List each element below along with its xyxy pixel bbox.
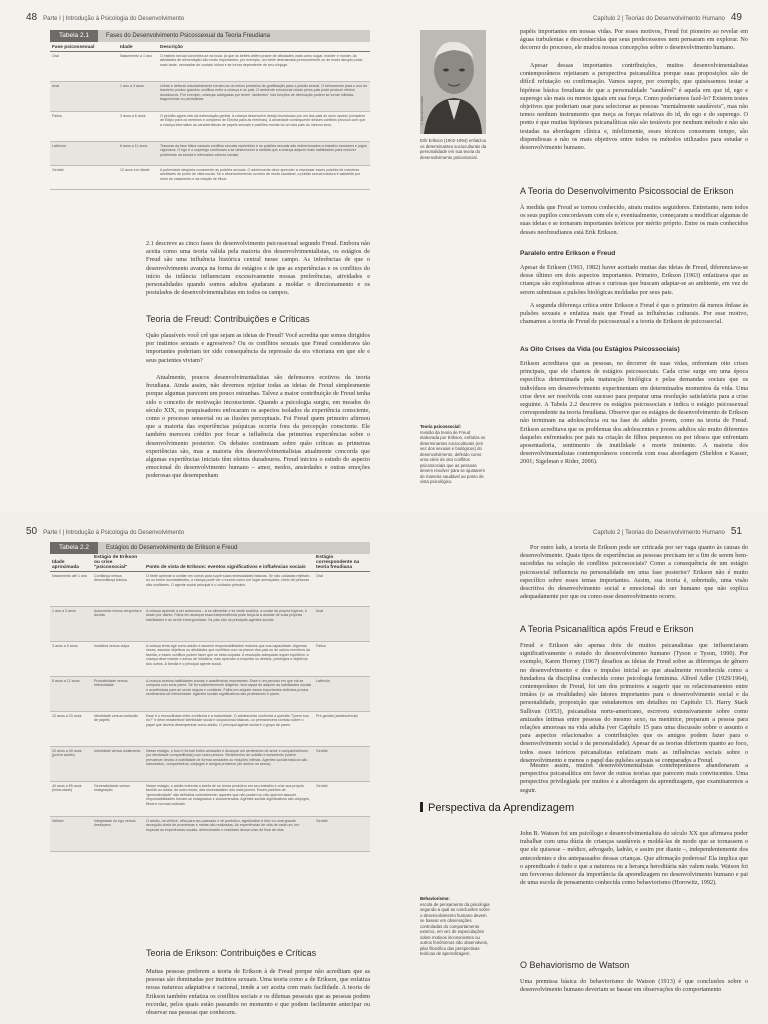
table-2-2 [50, 554, 370, 852]
glossary-note [420, 896, 490, 957]
column-header: Idade aproximada [50, 554, 92, 572]
table-row: Oral Nascimento a 1 ano O instinto sexual concentra-se na boca, já que os bebês obtêm prazer de atividades orais como sugar, morder e morder. As atividades de alimentação são muito importantes; por exemplo, um bebê desmamado precocemente ou de modo abrupto pode, mais tarde, necessitar de contato íntimo e se tornar dependente de seu cônjuge. [50, 52, 370, 82]
table-2-1-header [50, 30, 370, 42]
page-48 [0, 0, 384, 512]
paragraph: Atualmente, poucos desenvolvimentalistas são defensores ecetivos da teoria freudiana. Ainda assim, não devemos rejeitar todas as ideias de Freud simplesmente porque algumas parecem um pouco estranhas. Talvez a maior contribuição de Freud tenha sido o conceito de motivação inconsciente. Quando a psicologia surgiu, em meados do século XIX, os pesquisadores enfocaram os aspectos isolados da experiência consciente, como o processo sensorial ou as ilusões perceptuais. Foi Freud quem primeiro afirmou que a maioria das experiências psíquicas ocorria fora da percepção consciente. Ele também mereceu crédito por focar a influência das primeiras experiências sobre o desenvolvimento posterior. Os debates continuam sobre quão críticas as primeiras experiências são, mas a maioria dos desenvolvimentalistas atualmente concorda que algumas experiências iniciais têm efeitos duradouros. Freud iniciou o estudo do aspecto emocional do desenvolvimento humano – amor, medos, ansiedades e outras emoções poderosas que desempenham [146, 374, 370, 480]
paragraph: À medida que Freud se tornou conhecido, atraiu muitos seguidores. Entretanto, nem todos os seus pupilos concordavam com ele e, eventualmente, começaram a modificar algumas de suas ideias e se tornaram importantes teóricos por mérito próprio. Entre os mais conhecidos desses neofreudianos está Erik Erikson. [520, 204, 748, 236]
intro-paragraph: 2.1 descreve as cinco fases do desenvolvimento psicossexual segundo Freud. Embora não aceita como uma teoria válida pela maioria dos desenvolvimentalistas, os estágios de Freud são uma influência histórica central nesse campo. As inferências de que o desenvolvimento avança na forma de estágios e de que as experiências e os conflitos do início da infância influenciam excessivamente nossas preferências, atividades e personalidades quando somos adultos ajudaram a moldar o direcionamento e os postulados de desenvolvimentalistas em todos os campos. [146, 240, 370, 297]
page-number: 48 [26, 12, 38, 23]
paragraph: Erikson acreditava que as pessoas, no decorrer de suas vidas, enfrentam oito crises principais, que ele chamou de estágios psicossociais. Cada crise surge em uma época específica determinada pela maturação biológica e pelas demandas sociais que os indivíduos em desenvolvimento experimentam em determinados momentos da vida. Uma crise deve ser resolvida com sucesso para preparar uma resolução satisfatória para a crise seguinte. A Tabela 2.2 descreve os estágios psicossociais e indica o estágio psicossexual correspondente na teoria freudiana. Observe que os estágios de desenvolvimento de Erikson não terminam na adolescência ou na fase de adulto jovem, como na teoria de Freud. Erikson acreditava que os problemas dos adolescentes e jovens adultos são muito diferentes daqueles enfrentados por pais na criação de filhos pequenos ou por idosos que enfrentam aposentadoria, sentimento de inutilidade e morte iminente. A maioria dos desenvolvimentalistas contemporâneos concorda com essa abordagem (Sheldon e Kasser, 2001; Sigelman e Rider, 2006). [520, 360, 748, 466]
photo-credit: © Bettmann/CORBIS [420, 95, 424, 126]
table-row: 1 ano a 3 anos Autonomia versus vergonha e dúvida A criança aprende a ser autônoma – a se alimentar e se vestir sozinha, a cuidar da própria higiene, e assim por diante. Falha em alcançar essa independência pode forçá-la a duvidar de suas próprias habilidades e se sentir envergonhada. Os pais são os principais agentes sociais. Anal [50, 607, 370, 642]
page-49 [384, 0, 768, 512]
running-head: 48 Parte I | Introdução à Psicologia do Desenvolvimento [26, 12, 185, 23]
table-row: Nascimento até 1 ano Confiança versus desconfiança básica O bebê aprende a confiar em outros para suprir suas necessidades básicas. Se não cuidadas rejeitam-no ou forem inconsistentes, a criança pode ver o mundo como um lugar ameaçador, cheio de pessoas não confiáveis. O agente social principal é o cuidador primário. Oral [50, 572, 370, 607]
table-row: 3 anos a 6 anos Iniciativa versus culpa A criança tenta agir como adulto e assumir responsabilidades maiores que sua capacidade. Algumas vezes, assume objetivos ou atividades que conflitam com os planos dos pais ou de outros membros da família, e esses conflitos podem fazer que se sinta culpada. A resolução adequada requer equilíbrio: a criança deve manter o senso de iniciativa, mas aprender a respeitar os direitos, privilégios e objetivos dos outros. A família é o principal agente social. Fálica [50, 642, 370, 677]
page-51 [384, 512, 768, 1024]
column-header: Idade [118, 44, 158, 52]
glossary-definition: escola de pensamento da psicologia segundo a qual as conclusões sobre o desenvolvimento humano devem se basear em observações controladas do comportamento externo, em vez de especulações sobre motivos inconscientes ou outros fenômenos não observáveis, pilar filosófico das perspectivas teóricas de aprendizagem. [420, 901, 490, 956]
table-tag: Tabela 2.2 [50, 542, 98, 554]
paragraph: Freud e Erikson são apenas dois de muitos psicanalistas que influenciaram significativamente o estudo do desenvolvimento humano (Tyson e Tyson, 1990). Por exemplo, Karen Horney (1967) desafiou as ideias de Freud sobre as diferenças de gênero no desenvolvimento e deu o impulso inicial ao que atualmente reconhecida como a fundadora da disciplina conhecida como psicologia feminina. Alfred Adler (1929/1964), contemporâneo de Freud, foi um dos primeiros a sugerir que os relacionamentos entre irmãos (e as rivalidades) são fatores importantes para o desenvolvimento social e da personalidade, proposição que estudaremos em detalhes no Capítulo 13. Harry Stack Sullivan (1953), psicanalista norte-americano, escreveu extensivamente sobre como amizades íntimas entre pessoas do mesmo sexo, na meninice, preparam a pessoa para relações amorosas na vida adulta (ver Capítulo 15 para uma discussão sobre o assunto e para aspectos relacionados a contribuições que os amigos podem fazer para o desenvolvimento social e da personalidade). Apesar de as teorias diferirem quanto ao foco, todos esses teóricos psicanalistas enfatizam mais as influências sociais sobre o desenvolvimento e menos o papel das pulsões sexuais se comparados a Freud. [520, 642, 748, 764]
paragraph: Uma premissa básica do behaviorismo de Watson (1913) é que conclusões sobre o desenvolvimento humano deveriam se basear em observações do comportamento [520, 978, 748, 994]
column-header: Estágio de Erikson ou crise "psicossocial" [92, 554, 144, 572]
table-2-1 [50, 44, 370, 190]
table-row: 40 anos a 65 anos (meia-idade) Generatividade versus estagnação Nesse estágio, o adulto enfrenta a tarefa de se tornar produtivo em seu trabalho e criar sua própria família ou cuidar, de outro modo, das necessidades dos mais jovens. Esses padrões de "generatividade" são definidos culturalmente; aqueles que não podem ou não querem assumir responsabilidades tornam-se estagnados e autocentrados. Agentes sociais significativos são cônjuges, filhos e normas culturais. Genital [50, 782, 370, 817]
paragraph: Muitas pessoas preferem a teoria de Erikson à de Freud porque não acreditam que as pessoas são dominadas por instintos sexuais. Uma teoria como a de Erikson, que enfatiza nossa natureza adaptativa e racional, tende a ser aceita com mais facilidade. A teoria de Erikson também enfatiza os conflitos sociais e os dilemas pessoais que as pessoas podem recordar, pelos quais estão passando no momento e que podem facilmente antecipar ou observar nas pessoas que conhecem. [146, 968, 370, 1017]
running-head: Capítulo 2 | Teorias do Desenvolvimento Humano 51 [593, 526, 742, 537]
table-2-2-header [50, 542, 370, 554]
table-row: Fálica 3 anos a 6 anos O pelotão agora veio da estimulação genital. A criança desenvolve desejo incestuoso por um dos pais do sexo oposto (complexo de Édipo para os meninos e complexo de Electra para as meninas). A ansiedade consequente desses conflitos provoca com que a criança internalize as características de papéis sexuais e padrões morais do um dos pais do mesmo sexo. [50, 112, 370, 142]
section-heading: A Teoria do Desenvolvimento Psicossocial de Erikson [520, 186, 734, 196]
running-head: Capítulo 2 | Teorias do Desenvolvimento Humano 49 [593, 12, 742, 23]
heading-bullet [420, 802, 423, 812]
page-number: 49 [730, 12, 742, 23]
glossary-term: Behaviorismo: [420, 896, 450, 901]
paragraph: Por outro lado, a teoria de Erikson pode ser criticada por ser vaga quanto às causas do desenvolvimento. Quais tipos de experiências as pessoas precisam ter a fim de serem bem-sucedidas na solução de conflitos psicossociais? Como a consequência de um estágio psicossocial influencia na personalidade em uma fase posterior? Erikson não é muito específico sobre esses temas importantes. Assim, sua teoria é, sobretudo, uma visão descritiva do desenvolvimento social e emocional do ser humano que não explica adequadamente por que ou como esse desenvolvimento ocorre. [520, 544, 748, 601]
section-heading: A Teoria Psicanalítica após Freud e Erikson [520, 624, 694, 634]
table-row: Genital 12 anos em diante A puberdade desperta novamente as pulsões sexuais. O adolescente deve aprender a expressar esses pulsões de maneiras aceitáveis do ponto de vista social. Se o desenvolvimento ocorreu de modo saudável, a pulsão sexual madura é satisfeita por meio do casamento e da criação de filhos. [50, 166, 370, 190]
table-tag: Tabela 2.1 [50, 30, 98, 42]
paragraph: A segunda diferença crítica entre Erikson e Freud é que o primeiro dá menos ênfase às pulsões sexuais e enfatiza mais que Freud as influências culturais. Por esse motivo, chamamos a teoria de Freud de psicossexual e a teoria de Erikson de psicossocial. [520, 302, 748, 326]
paragraph: Apesar dessas importantes contribuições, muitos desenvolvimentalistas contemporâneos rejeitaram a perspectiva psicanalítica porque suas proposições são de difícil refutação ou confirmação. Vamos supor, por exemplo, que quiséssemos testar a hipótese básica freudiana de que a personalidade "saudável" é aquela em que id, ego e superego são mais ou menos iguais em sua força. Como poderíamos fazê-lo? Existem testes objetivos que poderiam usar para selecionar as pessoas "mentalmente saudáveis", mas não temos nenhum instrumento que meça as forças relativas do id, do ego e do superego. O ponto é que muitas hipóteses psicanalíticas não são testáveis por nenhum método e não são testadas na abordagem clínica e, infelizmente, esses técnicos consomem tempo, são dispendiosas e não os mais objetivos entre todos os métodos utilizados para estudar o desenvolvimento humano. [520, 62, 748, 152]
page-50 [0, 512, 384, 1024]
column-header: Fase psicossexual [50, 44, 118, 52]
glossary-definition: revisão da teoria de Freud elaborada por Erikson, enfatiza os determinantes socioculturais (em vez dos sexuais e biológicos) do desenvolvimento, definido como uma série de oito conflitos psicossociais que as pessoas devem resolver para se ajustarem de maneira saudável ao ponto de vista psicológico. [420, 429, 486, 484]
table-row: Anal 1 ano a 3 anos Urinar e defecar voluntariamente tornam-se os meios primários de gratificação para o pulsão sexual. O treinamento para o uso do banheiro produz grandes conflitos entre a criança e os pais. O ambiente emocional criado pelos pais pode produzir efeitos duradouros. Por exemplo, crianças castigadas por terem "acidentes" nas funções de eliminação podem se tornar inibidas, bagunceiras ou perdulárias. [50, 82, 370, 112]
table-row: Latência 6 anos a 11 anos Traumas da fase fálica causam conflitos sexuais reprimidos e os pulsões sexuais são redirecionados a trabalho escolares e jogos vigorosos. O ego e o superego continuam a se desenvolver à medida que a criança adquire mais habilidades para resolver problemas na escola e internaliza valores sociais. [50, 142, 370, 166]
table-row: 6 anos a 12 anos Produtividade versus inferioridade A criança domina habilidades sociais e acadêmicas importantes. Esse é um período em que ela se compara com seus pares. Se for suficientemente diligente, terá capaz de adquirir as habilidades sociais e acadêmicas para se sentir segura e confiante. Falha em adquirir esses importantes atributos produz sentimentos de inferioridade. Agentes sociais significativos são professores e pares. Latência [50, 677, 370, 712]
table-row: 20 anos a 40 anos (jovem adulto) Intimidade versus isolamento Nesse estágio, o foco é formar fortes amizades e alcançar um sentimento de amor e companheirismo (ou identidade compartilhada) com outra pessoa. Sentimentos de solidão e isolamento podem prevalecer devido à inabilidade de formar amizades ou relações íntimas. Agentes sociais básicos são namorados, companheiros, cônjuges e amigos próximos (de ambos os sexos). Genital [50, 747, 370, 782]
column-header: Descrição [158, 44, 370, 52]
section-heading: Teoria de Freud: Contribuições e Críticas [146, 314, 310, 324]
glossary-note [420, 424, 490, 485]
column-header: Estágio correspondente na teoria freudiana [314, 554, 370, 572]
table-title: Fases do Desenvolvimento Psicossexual da Teoria Freudiana [106, 33, 270, 39]
portrait-image [420, 30, 486, 134]
table-row: Velhice Integridade do ego versus desespero O adulto, na velhice, olha para seu passado e vê produtivo, significativo e feliz ou uma grande decepção cheia de promessas e metas não realizadas. As experiências de vida de cada um, em especial as experiências sociais, determinarão o resultado dessa crise de final de vida. Genital [50, 817, 370, 852]
paragraph: Quão plausíveis você crê que sejam as ideias de Freud? Você acredita que somos dirigidos por instintos sexuais e agressivos? Ou os conflitos sexuais que Freud considerava tão importantes poderiam ter sido consequência da repressão da era vitoriana em que ele e seus pacientes viviam? [146, 332, 370, 364]
subsection-heading: Paralelo entre Erikson e Freud [520, 250, 616, 257]
page-number: 51 [730, 526, 742, 537]
major-heading: Perspectiva da Aprendizagem [420, 802, 574, 814]
erikson-photo [420, 30, 486, 134]
glossary-term: Teoria psicossocial: [420, 424, 461, 429]
paragraph: Mesmo assim, muitos desenvolvimentalistas contemporâneos abandonaram a perspectiva psicanalítica em favor de outras teorias que parecem mais convincentes. Uma perspectiva privilegiada por muitos é a abordagem da aprendizagem, que examinaremos a seguir. [520, 762, 748, 794]
subsection-heading: As Oito Crises da Vida (ou Estágios Psicossociais) [520, 346, 680, 353]
page-number: 50 [26, 526, 38, 537]
paragraph: John B. Watson foi um psicólogo e desenvolvimentalista do século XX que afirmava poder trabalhar com uma dúzia de crianças saudáveis e moldá-las de modo que se tornassem o que ele quisesse – médico, advogado, ladrão, e assim por diante –, independentemente dos antecedentes e dos antepassados dessas crianças. Que afirmação poderosa! Ela implica que o aprendizado é tudo e que a natureza ou a herança hereditária não valem nada. Watson foi um fervoroso defensor da importância da aprendizagem no desenvolvimento humano e pai de uma escola de pensamento conhecida como behaviorismo (Horowitz, 1992). [520, 830, 748, 887]
section-heading: O Behaviorismo de Watson [520, 960, 630, 970]
photo-caption: Erik Erikson (1902-1994) enfatizou os determinantes socioculturais da personalidade em sua teoria do desenvolvimento psicossocial. [420, 138, 487, 160]
running-head: 50 Parte I | Introdução à Psicologia do Desenvolvimento [26, 526, 185, 537]
column-header: Ponto de vista de Erikson: eventos significativos e influências sociais [144, 554, 314, 572]
paragraph: papéis importantes em nossas vidas. Por esses motivos, Freud foi pioneiro ao revelar em águas turbulentas e desconhecidas que seus predecessores nem pensaram em explorar. No decorrer do processo, ele mudou nossas concepções sobre o desenvolvimento humano. [520, 28, 748, 52]
table-title: Estágios do Desenvolvimento de Erikson e Freud [106, 545, 238, 551]
section-heading: Teoria de Erikson: Contribuições e Críticas [146, 948, 317, 958]
table-row: 12 anos a 20 anos Identidade versus confusão de papéis Esse é o encruzilhada entre a infância e a maturidade. O adolescente confronta a questão "Quem sou eu?" e deve estabelecer identidade social e ocupacional básicas, ou permanecerá confuso sobre o papel que deverá desempenhar como adulto. O principal agente social é o grupo de pares. Pré-genital (adolescência) [50, 712, 370, 747]
paragraph: Apesar de Erikson (1963, 1982) haver aceitado muitas das ideias de Freud, diferenciava-se desse último em dois aspectos importantes. Primeiro, Erikson (1963) enfatizava que as crianças são exploradoras ativas e curiosas que buscam adaptar-se ao ambiente, em vez de serem submissas a pulsões biológicas moldadas por seus pais. [520, 264, 748, 296]
